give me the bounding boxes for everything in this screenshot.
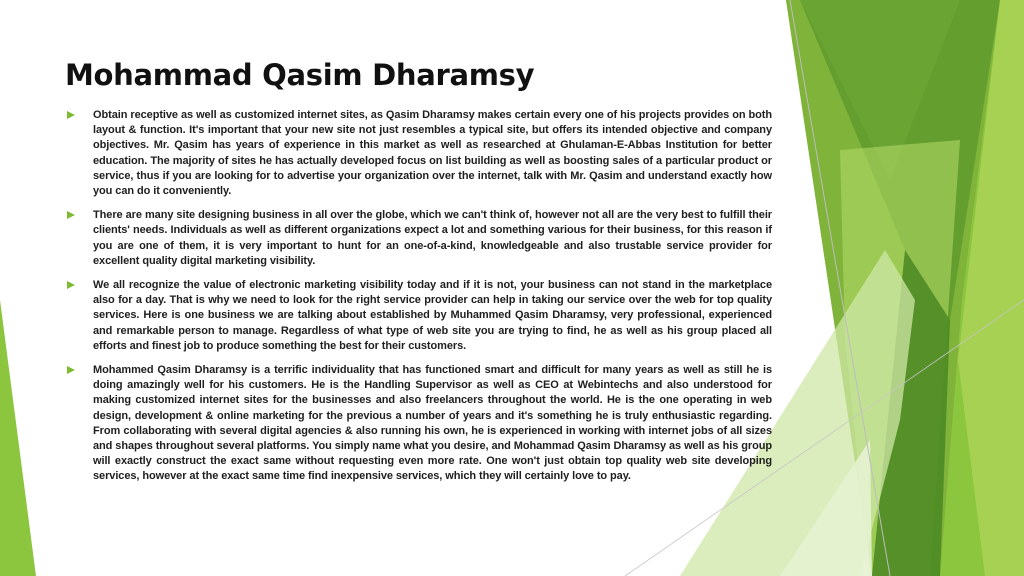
arrow-bullet-icon: [67, 281, 75, 289]
bullet-text: Mohammed Qasim Dharamsy is a terrific individuality that has functioned smart and difficult for many years as well as still he is doing amazingly well for his customers. He is the Handling Supervisor as well as CEO at Webintechs and also understood for making customized internet sites for the businesses and also freelancers throughout the world. He is the one operating in web design, development & online marketing for the previous a number of years and it's something he is truly enthusiastic regarding. From collaborating with several digital agencies & also running his own, he is experienced in working with internet jobs of all sizes and shapes throughout several platforms. You simply name what you desire, and Mohammad Qasim Dharamsy as well as his group will exactly construct the exact same without requesting even more rate. One won't just obtain top quality web site developing services, however at the exact same time find inexpensive services, which they will certainly love to pay.: [93, 364, 772, 483]
bullet-list: [65, 108, 772, 494]
slide-title: Mohammad Qasim Dharamsy: [65, 58, 535, 92]
arrow-bullet-icon: [67, 111, 75, 119]
bullet-item: [65, 278, 772, 354]
bullet-item: [65, 363, 772, 485]
bullet-item: [65, 208, 772, 269]
left-green-sliver: [0, 300, 36, 576]
bullet-item: [65, 108, 772, 199]
arrow-bullet-icon: [67, 211, 75, 219]
bullet-text: We all recognize the value of electronic marketing visibility today and if it is not, your business can not stand in the marketplace also for a day. That is why we need to look for the right service provider can help in taking our service over the web for top quality services. Here is one business we are talking about established by Muhammed Qasim Dharamsy, very professional, experienced and remarkable person to manage. Regardless of what type of web site you are trying to find, he as well as his group placed all efforts and finest job to produce something the best for their customers.: [93, 279, 772, 352]
bullet-text: Obtain receptive as well as customized internet sites, as Qasim Dharamsy makes certain every one of his projects provides on both layout & function. It's important that your new site not just resembles a typical site, but offers its intended objective and company objectives. Mr. Qasim has years of experience in this market as well as researched at Ghulaman-E-Abbas Institution for better education. The majority of sites he has actually developed focus on list building as well as boosting sales of a particular product or service, thus if you are looking for to advertise your organization over the internet, talk with Mr. Qasim and understand exactly how you can do it conveniently.: [93, 109, 772, 198]
arrow-bullet-icon: [67, 366, 75, 374]
bullet-text: There are many site designing business in all over the globe, which we can't think of, however not all are the very best to fulfill their clients' needs. Individuals as well as different organizations expect a lot and something various for their business, for this reason if you are one of them, it is very important to hunt for an one-of-a-kind, knowledgeable and also trustable service provider for excellent quality digital marketing visibility.: [93, 209, 772, 267]
